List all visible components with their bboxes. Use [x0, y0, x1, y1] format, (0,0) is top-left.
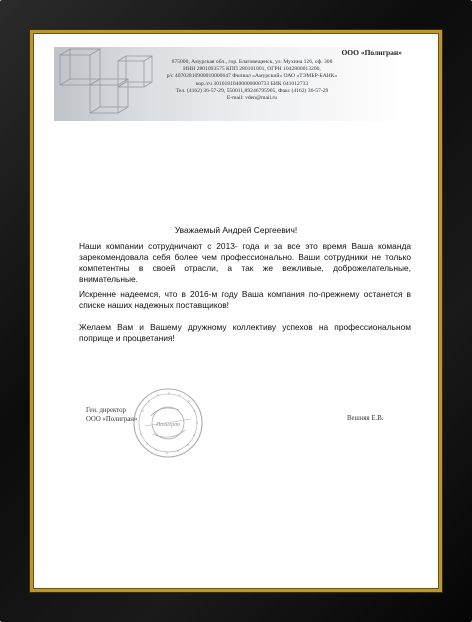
letter-paragraph: Желаем Вам и Вашему дружному коллективу успехов на профессиональном поприще и процветания!	[79, 322, 411, 343]
letter-greeting: Уважаемый Андрей Сергеевич!	[174, 225, 298, 235]
requisite-line: ИНН 2801093575 КПП 280101001, ОГРН 1042800013200,	[183, 66, 321, 73]
company-stamp-icon	[131, 386, 205, 460]
letterhead-requisites	[102, 59, 402, 102]
letter-paragraph: Наши компании сотрудничают с 2013- года и за все это время Ваша команда зарекомендовала себя более чем профессионально. Ваши сотрудники не только компетентны в своей отрасли, а так же вежливые, доброжелательные, внимательные.	[79, 241, 411, 284]
requisite-line: E-mail: vden@mail.ru	[226, 95, 278, 102]
signatory-block	[86, 406, 137, 424]
letter-paper	[36, 36, 436, 586]
requisite-line: Тел. (4162) 36-57-29, 550011,89246795905, Факс (4162) 36-57-29	[175, 87, 329, 94]
requisite-line: р/с 40702810900010000647 Филиал «Амурский» ОАО «ТЭМБР-БАНК»	[166, 73, 338, 80]
letterhead-company: ООО «Полигран»	[341, 48, 402, 57]
letter-paragraph: Искренне надеемся, что в 2016-м году Ваша компания по-прежнему останется в списке наших надежных поставщиков!	[79, 289, 411, 310]
signatory-position: Ген. директор	[86, 407, 126, 414]
requisite-line: кор./сч 30101810400000000733 БИК 041012733	[195, 80, 309, 87]
requisite-line: 675000, Амурская обл., гор. Благовещенск, ул. Мухина 126, оф. 308	[171, 59, 333, 65]
stamp-text: Полигран	[155, 422, 181, 428]
signatory-org: ООО «Полигран»	[86, 416, 138, 423]
signatory-name: Вешняя Е.В.	[347, 415, 384, 422]
